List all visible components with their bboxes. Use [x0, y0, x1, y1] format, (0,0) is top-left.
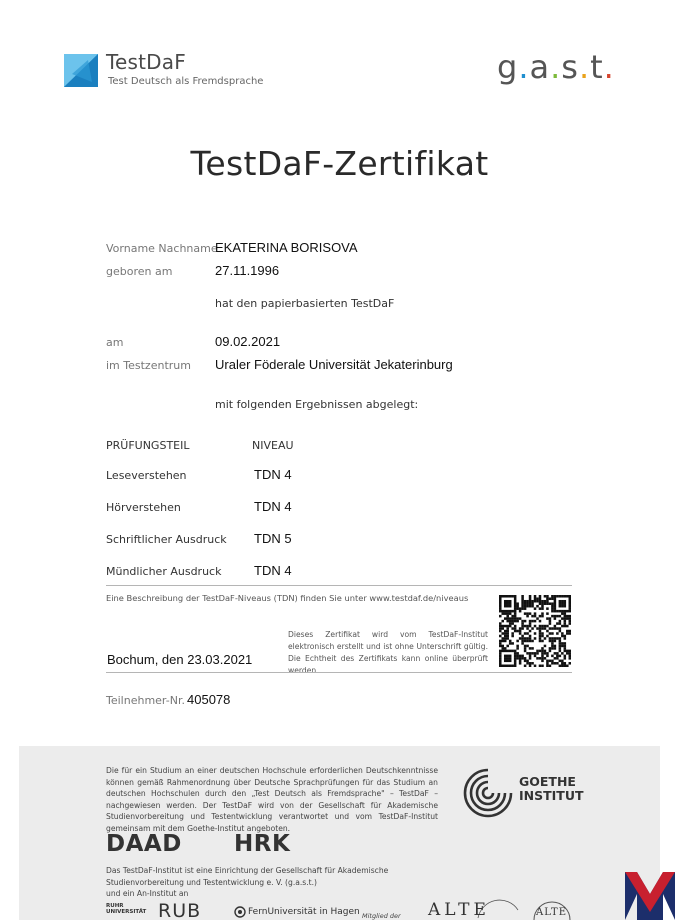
participant-label: Teilnehmer-Nr.	[106, 694, 185, 707]
fernuni-logo-icon	[234, 906, 246, 918]
center-label: im Testzentrum	[106, 359, 191, 372]
issue-place-date: Bochum, den 23.03.2021	[107, 652, 253, 667]
result-level: TDN 4	[254, 499, 292, 514]
result-part: Leseverstehen	[106, 469, 187, 482]
testdaf-logo-title: TestDaF	[106, 50, 186, 74]
col-header-level: NIVEAU	[252, 439, 294, 452]
daad-logo: DAAD	[106, 831, 182, 857]
rub-logo: RUB	[158, 900, 202, 922]
validity-note: Dieses Zertifikat wird vom TestDaF-Institut elektronisch erstellt und ist ohne Unterschrift gültig. Die Echtheit des Zertifikats kann online überprüft werden.	[288, 630, 488, 675]
alte-small-logo: ALTE	[536, 907, 568, 918]
hrk-logo: HRK	[234, 831, 291, 857]
result-part: Mündlicher Ausdruck	[106, 565, 222, 578]
goethe-logo-icon	[461, 766, 515, 820]
result-level: TDN 4	[254, 563, 292, 578]
member-of-text: Mitglied der	[362, 912, 401, 920]
alte-logo: ALTE	[428, 900, 490, 920]
ruhr-uni-text: RUHR UNIVERSITÄT	[106, 903, 147, 915]
statement-text: hat den papierbasierten TestDaF	[215, 297, 395, 310]
fernuni-logo: FernUniversität in Hagen	[248, 907, 360, 917]
birth-label: geboren am	[106, 265, 173, 278]
goethe-logo-text: GOETHE INSTITUT	[519, 774, 584, 803]
result-level: TDN 5	[254, 531, 292, 546]
center-value: Uraler Föderale Universität Jekaterinburg	[215, 357, 453, 372]
levels-note: Eine Beschreibung der TestDaF-Niveaus (TDN) finden Sie unter www.testdaf.de/niveaus	[106, 593, 469, 603]
col-header-part: PRÜFUNGSTEIL	[106, 439, 190, 452]
m-watermark-icon	[625, 872, 675, 920]
date-value: 09.02.2021	[215, 334, 281, 349]
result-level: TDN 4	[254, 467, 292, 482]
qr-code-icon	[499, 595, 571, 667]
birth-value: 27.11.1996	[215, 263, 280, 278]
divider-bottom	[106, 672, 572, 673]
divider-top	[106, 585, 572, 586]
participant-value: 405078	[187, 692, 231, 707]
testdaf-logo-subtitle: Test Deutsch als Fremdsprache	[108, 76, 264, 87]
results-intro: mit folgenden Ergebnissen abgelegt:	[215, 398, 419, 411]
gast-logo: g.a.s.t.	[497, 48, 615, 86]
date-label: am	[106, 336, 124, 349]
result-part: Hörverstehen	[106, 501, 181, 514]
footer-paragraph: Die für ein Studium an einer deutschen Hochschule erforderlichen Deutschkenntnisse können gemäß Rahmenordnung über Deutsche Sprachprüfungen für das Studium an deutschen Hochschulen durch den „Test Deutsch als Fremdsprache" – TestDaF – nachgewiesen werden. Der TestDaF wird von der Gesellschaft für Akademische Studienvorbereitung und Testentwicklung verantwortet und vom TestDaF-Institut gemeinsam mit dem Goethe-Institut angeboten.	[106, 766, 438, 833]
certificate-title: TestDaF-Zertifikat	[190, 144, 489, 183]
testdaf-logo-icon	[64, 54, 98, 87]
result-part: Schriftlicher Ausdruck	[106, 533, 227, 546]
institute-note: Das TestDaF-Institut ist eine Einrichtung der Gesellschaft für Akademische Studienvorbereitung und Testentwicklung e. V. (g.a.s.t.)	[106, 866, 389, 887]
name-value: EKATERINA BORISOVA	[215, 240, 358, 255]
name-label: Vorname Nachname	[106, 242, 218, 255]
an-institut-text: und ein An-Institut an	[106, 889, 189, 898]
